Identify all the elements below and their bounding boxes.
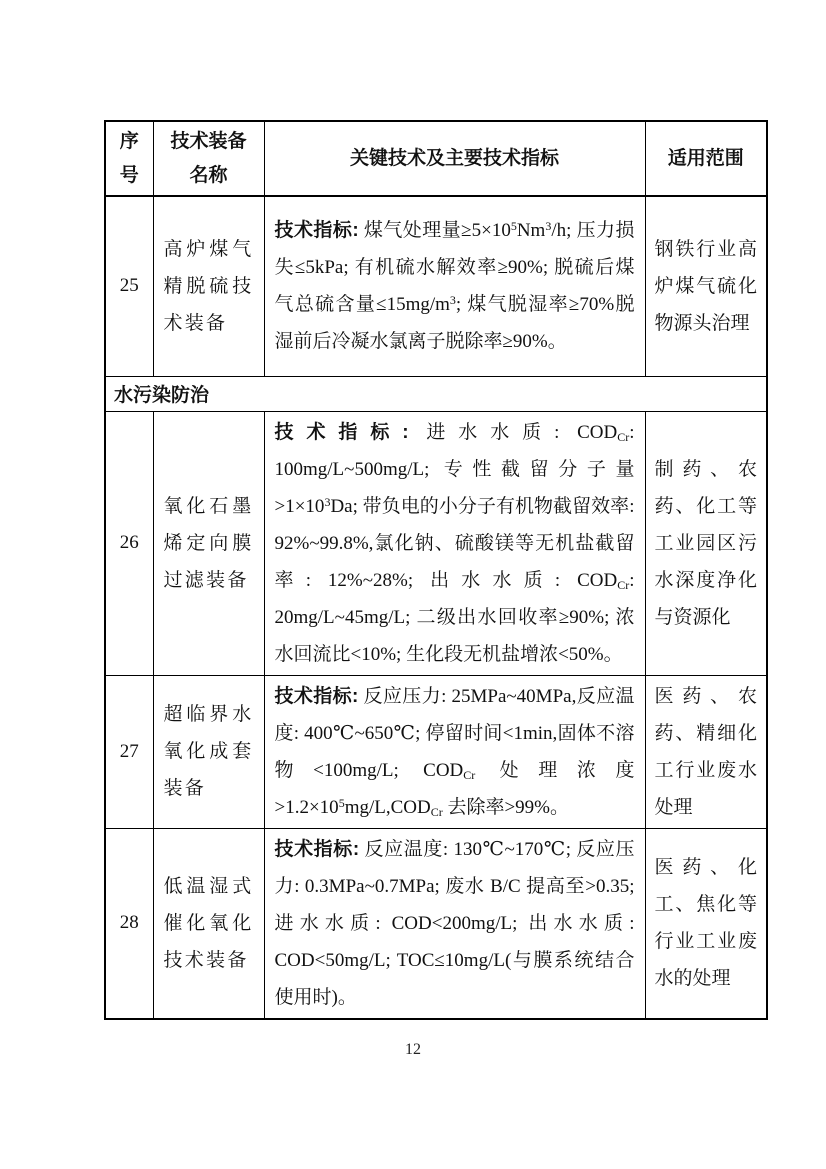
subscript: Cr: [617, 577, 630, 592]
superscript: 3: [449, 293, 456, 308]
table-row: [105, 196, 767, 376]
indicator-text: : 100mg/L~500mg/L; 专性截留分子量>1×10: [274, 421, 635, 517]
equipment-table: [104, 120, 768, 1020]
cell-no: 26: [105, 411, 153, 675]
cell-no: 25: [105, 196, 153, 376]
table-header-row: [105, 121, 767, 196]
indicator-label: 技术指标:: [274, 220, 359, 242]
cell-scope: 医药、化工、焦化等行业工业废水的处理: [645, 828, 767, 1019]
cell-indicators: [264, 411, 645, 675]
indicator-text: Nm: [516, 220, 546, 242]
cell-no: 28: [105, 828, 153, 1019]
indicator-text: 处理浓度>1.2×10: [274, 759, 635, 818]
header-equipment-name: 技术装备名称: [153, 121, 264, 196]
cell-scope: 医药、农药、精细化工行业废水处理: [645, 675, 767, 828]
indicator-label: 技术指标:: [274, 685, 359, 707]
table-row: [105, 411, 767, 675]
subscript: Cr: [463, 767, 476, 782]
header-indicators: 关键技术及主要技术指标: [264, 121, 645, 196]
cell-indicators: [264, 675, 645, 828]
cell-equipment-name: 氧化石墨烯定向膜过滤装备: [153, 411, 264, 675]
indicator-text: 进水水质: COD: [408, 421, 618, 443]
table-row: [105, 675, 767, 828]
indicator-text: 反应压力: 25MPa~40MPa,反应温度: 400℃~650℃; 停留时间<1min,固体不溶物<100mg/L; COD: [274, 685, 635, 781]
indicator-label: 技术指标:: [274, 838, 360, 860]
indicator-text: 去除率>99%。: [442, 796, 570, 818]
page-number: 12: [405, 1041, 421, 1058]
cell-equipment-name: 低温湿式催化氧化技术装备: [153, 828, 264, 1019]
cell-no: 27: [105, 675, 153, 828]
header-scope: 适用范围: [645, 121, 767, 196]
cell-scope: 钢铁行业高炉煤气硫化物源头治理: [645, 196, 767, 376]
cell-equipment-name: 高炉煤气精脱硫技术装备: [153, 196, 264, 376]
indicator-text: 反应温度: 130℃~170℃; 反应压力: 0.3MPa~0.7MPa; 废水 B/C 提高至>0.35; 进水水质: COD<200mg/L; 出水水质: COD<50mg/L; TOC≤10mg/L(与膜系统结合使用时)。: [274, 838, 635, 1008]
subscript: Cr: [430, 804, 443, 819]
indicator-text: 煤气处理量≥5×10: [358, 220, 511, 242]
subscript: Cr: [617, 429, 630, 444]
table-body: [105, 196, 767, 1019]
indicator-text: Da; 带负电的小分子有机物截留效率: 92%~99.8%,氯化钠、硫酸镁等无机盐截留率: 12%~28%; 出水水质: COD: [274, 495, 635, 591]
indicator-text: : 20mg/L~45mg/L; 二级出水回收率≥90%; 浓水回流比<10%; 生化段无机盐增浓<50%。: [274, 569, 635, 665]
superscript: 3: [545, 219, 552, 234]
superscript: 3: [324, 494, 331, 509]
table-row: [105, 828, 767, 1019]
indicator-text: ; 煤气脱湿率≥70%脱湿前后冷凝水氯离子脱除率≥90%。: [274, 294, 635, 353]
superscript: 5: [510, 219, 517, 234]
superscript: 5: [338, 795, 345, 810]
cell-equipment-name: 超临界水氧化成套装备: [153, 675, 264, 828]
indicator-label: 技术指标:: [274, 421, 409, 443]
section-title: 水污染防治: [105, 376, 767, 411]
section-row: [105, 376, 767, 411]
cell-indicators: [264, 828, 645, 1019]
indicator-text: mg/L,COD: [344, 796, 431, 818]
header-no: 序号: [105, 121, 153, 196]
cell-indicators: [264, 196, 645, 376]
indicator-text: /h; 压力损失≤5kPa; 有机硫水解效率≥90%; 脱硫后煤气总硫含量≤15mg/m: [274, 220, 635, 316]
cell-scope: 制药、农药、化工等工业园区污水深度净化与资源化: [645, 411, 767, 675]
